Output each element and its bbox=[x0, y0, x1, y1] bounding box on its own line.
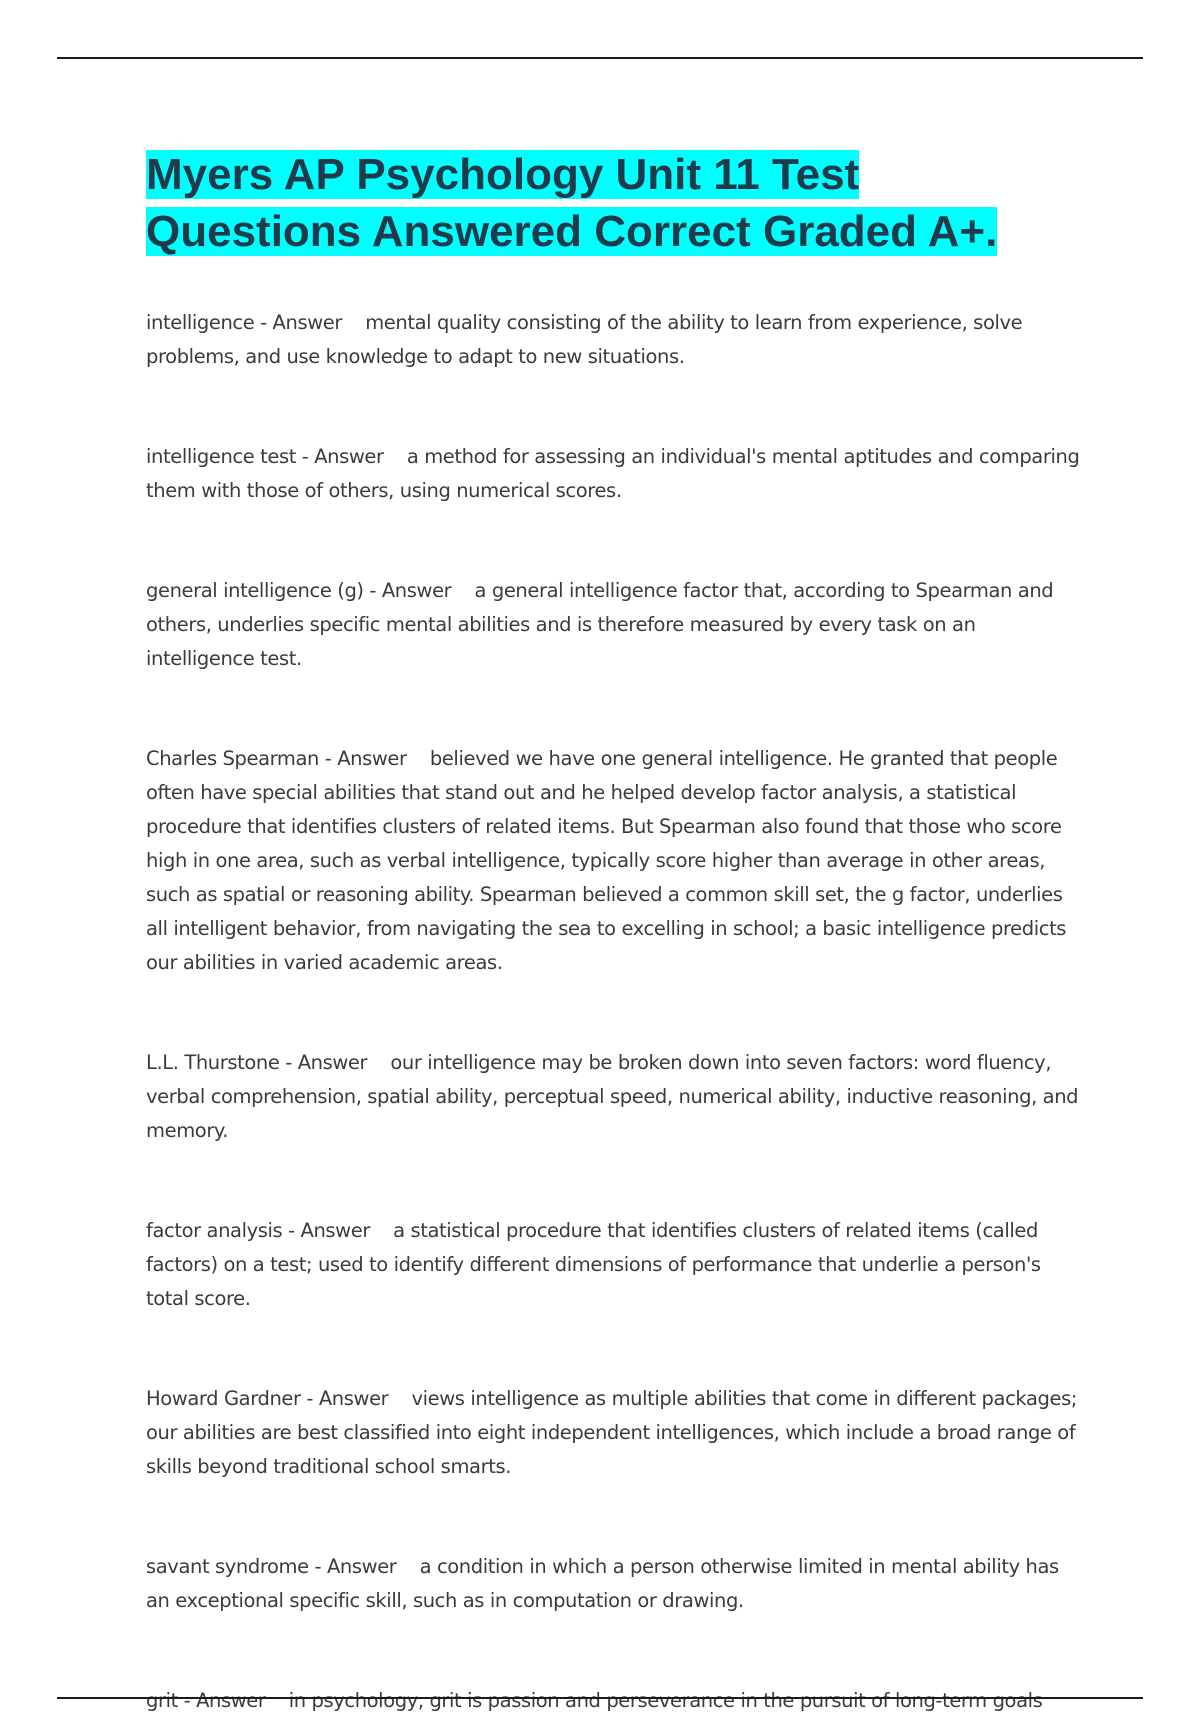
qa-definition: a statistical procedure that identifies clusters of related items (called factors) on a test; used to identify different dimensions of performance that underlie a person's total score. bbox=[146, 1219, 1041, 1310]
qa-definition: a method for assessing an individual's mental aptitudes and comparing them with those of others, using numerical scores. bbox=[146, 445, 1080, 502]
top-divider bbox=[57, 57, 1143, 59]
qa-entry bbox=[146, 1214, 1086, 1316]
qa-entry bbox=[146, 1684, 1086, 1718]
qa-entry bbox=[146, 306, 1086, 374]
qa-definition: believed we have one general intelligence. He granted that people often have special abilities that stand out and he helped develop factor analysis, a statistical procedure that identifies clusters of related items. But Spearman also found that those who score high in one area, such as verbal intelligence, typically score higher than average in other areas, such as spatial or reasoning ability. Spearman believed a common skill set, the g factor, underlies all intelligent behavior, from navigating the sea to excelling in school; a basic intelligence predicts our abilities in varied academic areas. bbox=[146, 747, 1067, 974]
qa-definition: our intelligence may be broken down into seven factors: word fluency, verbal comprehension, spatial ability, perceptual speed, numerical ability, inductive reasoning, and memory. bbox=[146, 1051, 1079, 1142]
qa-entry bbox=[146, 742, 1086, 980]
qa-term: savant syndrome - Answer bbox=[146, 1555, 397, 1578]
qa-term: L.L. Thurstone - Answer bbox=[146, 1051, 368, 1074]
qa-definition: views intelligence as multiple abilities that come in different packages; our abilities are best classified into eight independent intelligences, which include a broad range of skills beyond traditional school smarts. bbox=[146, 1387, 1077, 1478]
qa-definition: mental quality consisting of the ability to learn from experience, solve problems, and use knowledge to adapt to new situations. bbox=[146, 311, 1023, 368]
document-body bbox=[146, 146, 1086, 1718]
qa-term: grit - Answer bbox=[146, 1689, 266, 1712]
qa-definition: in psychology, grit is passion and perseverance in the pursuit of long-term goals bbox=[288, 1689, 1043, 1712]
qa-definition: a general intelligence factor that, according to Spearman and others, underlies specific mental abilities and is therefore measured by every task on an intelligence test. bbox=[146, 579, 1054, 670]
qa-list bbox=[146, 306, 1086, 1718]
bottom-divider bbox=[57, 1697, 1143, 1699]
qa-entry bbox=[146, 440, 1086, 508]
qa-term: Howard Gardner - Answer bbox=[146, 1387, 389, 1410]
document-title bbox=[146, 146, 1086, 260]
title-highlight: Myers AP Psychology Unit 11 Test Questions Answered Correct Graded A+. bbox=[146, 150, 998, 256]
qa-term: intelligence - Answer bbox=[146, 311, 342, 334]
qa-entry bbox=[146, 1046, 1086, 1148]
qa-term: factor analysis - Answer bbox=[146, 1219, 370, 1242]
qa-term: general intelligence (g) - Answer bbox=[146, 579, 452, 602]
qa-entry bbox=[146, 1382, 1086, 1484]
qa-term: Charles Spearman - Answer bbox=[146, 747, 407, 770]
qa-term: intelligence test - Answer bbox=[146, 445, 384, 468]
qa-entry bbox=[146, 1550, 1086, 1618]
qa-entry bbox=[146, 574, 1086, 676]
qa-definition: a condition in which a person otherwise limited in mental ability has an exceptional specific skill, such as in computation or drawing. bbox=[146, 1555, 1059, 1612]
